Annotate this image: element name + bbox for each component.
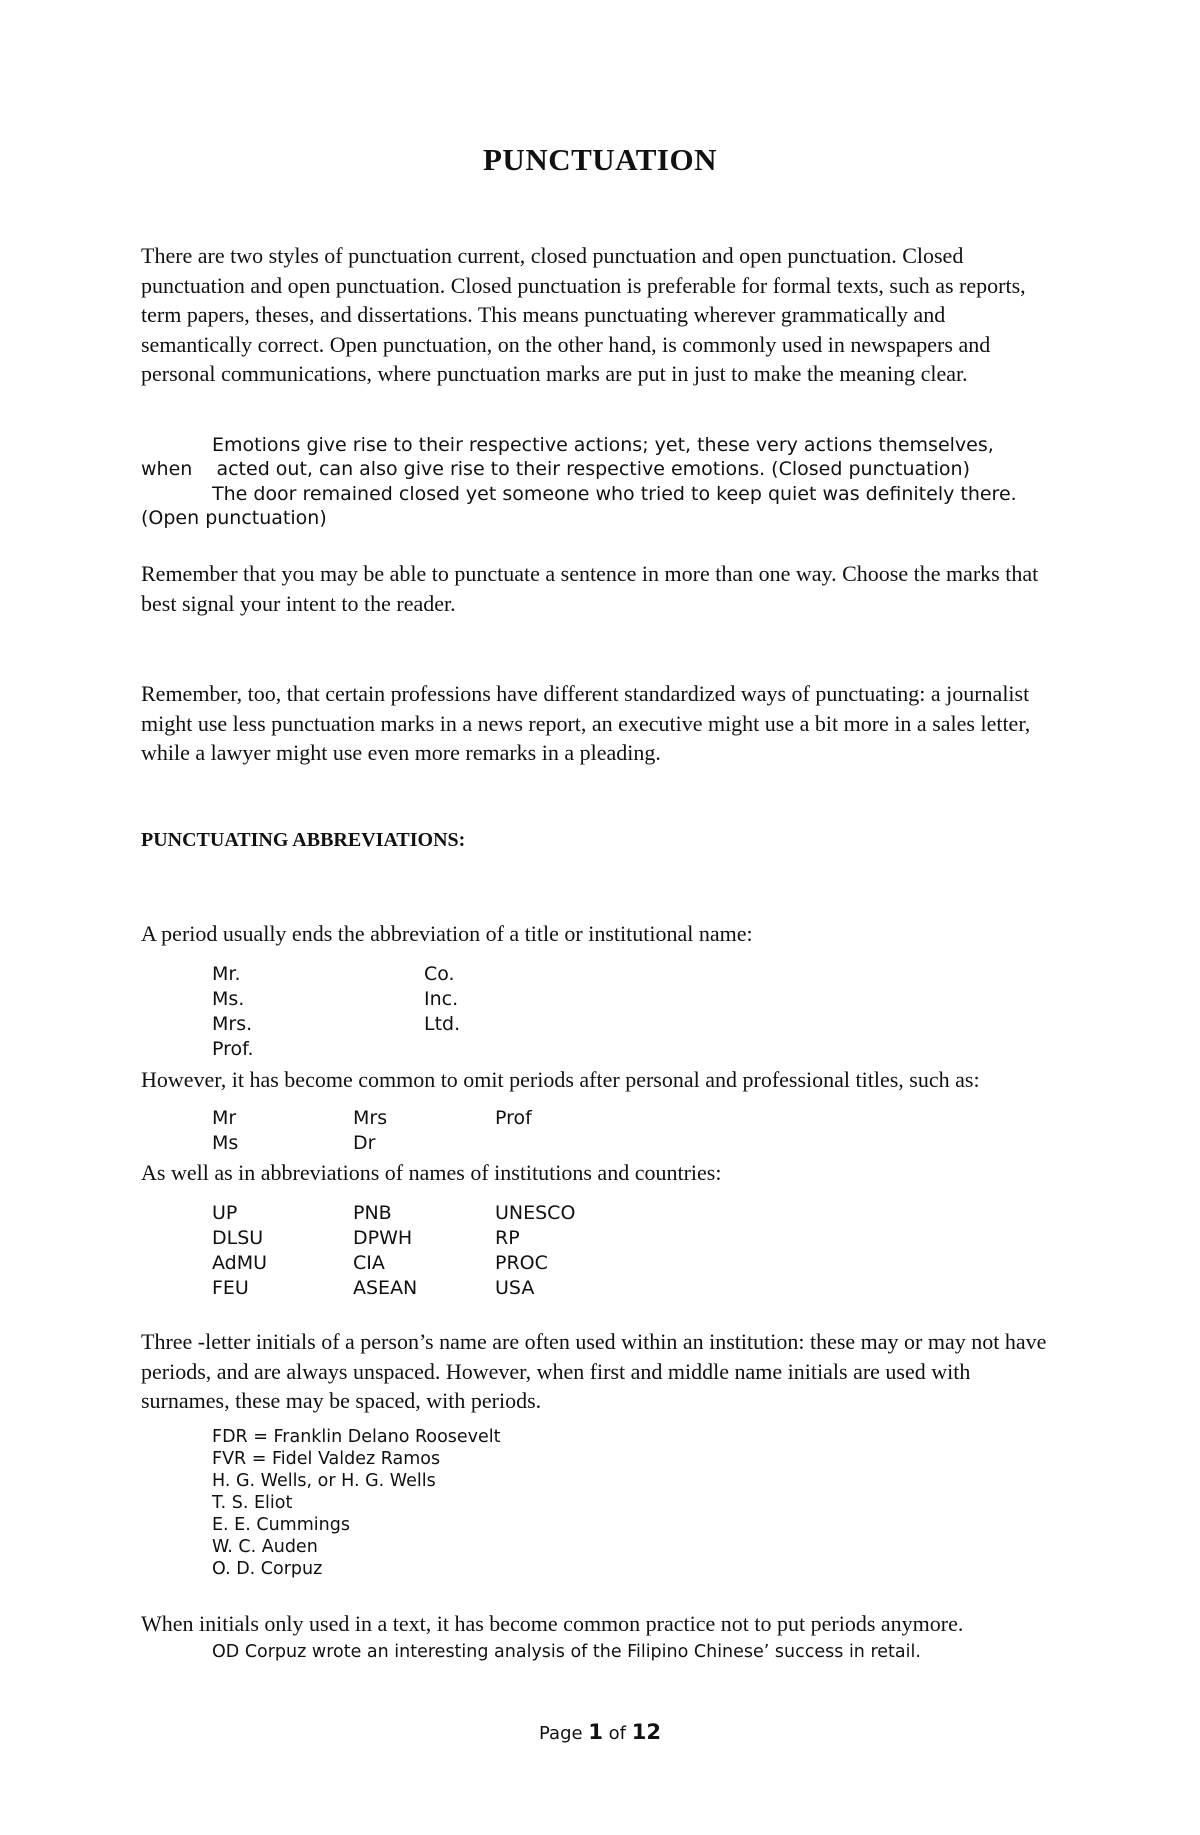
list-item: FVR = Fidel Valdez Ramos	[212, 1449, 441, 1469]
remember-paragraph-2: Remember, too, that certain professions have different standardized ways of punctuating: a journalist might use less punctuation marks in a news report, an executive might use a bit more in a sales letter, while a lawyer might use even more remarks in a pleading.	[141, 681, 1031, 765]
institutions-column-1	[212, 1201, 267, 1301]
list-item: FEU	[212, 1277, 249, 1299]
titles-column-1	[212, 962, 254, 1062]
intro-paragraph: There are two styles of punctuation current, closed punctuation and open punctuation. Closed punctuation and open punctuation. Closed punctuation is preferable for formal texts, such as reports, term papers, theses, and dissertations. This means punctuating wherever grammatically and semantically correct. Open punctuation, on the other hand, is commonly used in newspapers and personal communications, where punctuation marks are put in just to make the meaning clear.	[141, 243, 1026, 386]
list-item: T. S. Eliot	[212, 1493, 293, 1513]
list-item: UP	[212, 1202, 238, 1224]
list-item: Mr.	[212, 963, 241, 985]
list-item: Mrs.	[212, 1013, 253, 1035]
list-item: Mrs	[353, 1107, 388, 1129]
closed-example-line-1: Emotions give rise to their respective actions; yet, these very actions themselves,	[212, 434, 994, 456]
list-item: Inc.	[424, 988, 459, 1010]
list-item: Prof	[495, 1107, 532, 1129]
footer-page-total: 12	[631, 1720, 661, 1744]
list-item: Ltd.	[424, 1013, 461, 1035]
list-item: UNESCO	[495, 1202, 576, 1224]
footer-page-number: 1	[588, 1720, 603, 1744]
list-item: Prof.	[212, 1038, 254, 1060]
institutions-column-3	[495, 1201, 575, 1301]
list-item: DPWH	[353, 1227, 413, 1249]
period-rule-text: A period usually ends the abbreviation of a title or institutional name:	[141, 921, 753, 946]
omit-column-3	[495, 1106, 532, 1131]
list-item: CIA	[353, 1252, 385, 1274]
list-item: FDR = Franklin Delano Roosevelt	[212, 1427, 501, 1447]
initials-only-example: OD Corpuz wrote an interesting analysis of the Filipino Chinese’ success in retail.	[212, 1642, 921, 1662]
closed-example-line-2: when acted out, can also give rise to their respective emotions. (Closed punctuation)	[141, 458, 970, 480]
omit-rule-text: However, it has become common to omit periods after personal and professional titles, such as:	[141, 1067, 980, 1092]
list-item: E. E. Cummings	[212, 1515, 350, 1535]
institutions-rule-text: As well as in abbreviations of names of institutions and countries:	[141, 1160, 722, 1185]
omit-column-2	[353, 1106, 387, 1156]
open-example-line-1: The door remained closed yet someone who tried to keep quiet was definitely there.	[212, 483, 1017, 505]
list-item: Ms.	[212, 988, 245, 1010]
list-item: H. G. Wells, or H. G. Wells	[212, 1471, 436, 1491]
page-title: PUNCTUATION	[483, 142, 717, 177]
list-item: W. C. Auden	[212, 1537, 318, 1557]
initials-rule-text: Three -letter initials of a person’s name are often used within an institution: these may or may not have periods, and are always unspaced. However, when first and middle name initials are used with surnames, these may be spaced, with periods.	[141, 1329, 1047, 1413]
list-item: PNB	[353, 1202, 392, 1224]
list-item: ASEAN	[353, 1277, 418, 1299]
titles-column-2	[424, 962, 460, 1037]
list-item: O. D. Corpuz	[212, 1559, 323, 1579]
list-item: Co.	[424, 963, 455, 985]
list-item: RP	[495, 1227, 520, 1249]
abbreviations-heading: PUNCTUATING ABBREVIATIONS:	[141, 829, 466, 851]
page-footer	[0, 1720, 1200, 1744]
open-example-line-2: (Open punctuation)	[141, 507, 327, 529]
initials-examples-list	[212, 1426, 501, 1580]
omit-column-1	[212, 1106, 238, 1156]
remember-paragraph-1: Remember that you may be able to punctuate a sentence in more than one way. Choose the marks that best signal your intent to the reader.	[141, 561, 1039, 616]
list-item: AdMU	[212, 1252, 268, 1274]
list-item: Mr	[212, 1107, 237, 1129]
list-item: USA	[495, 1277, 535, 1299]
footer-page-word: Page	[539, 1723, 583, 1744]
list-item: DLSU	[212, 1227, 264, 1249]
footer-of-word: of	[608, 1723, 627, 1744]
initials-only-rule-text: When initials only used in a text, it has become common practice not to put periods anymore.	[141, 1611, 964, 1636]
list-item: Dr	[353, 1132, 376, 1154]
institutions-column-2	[353, 1201, 417, 1301]
list-item: Ms	[212, 1132, 239, 1154]
list-item: PROC	[495, 1252, 548, 1274]
